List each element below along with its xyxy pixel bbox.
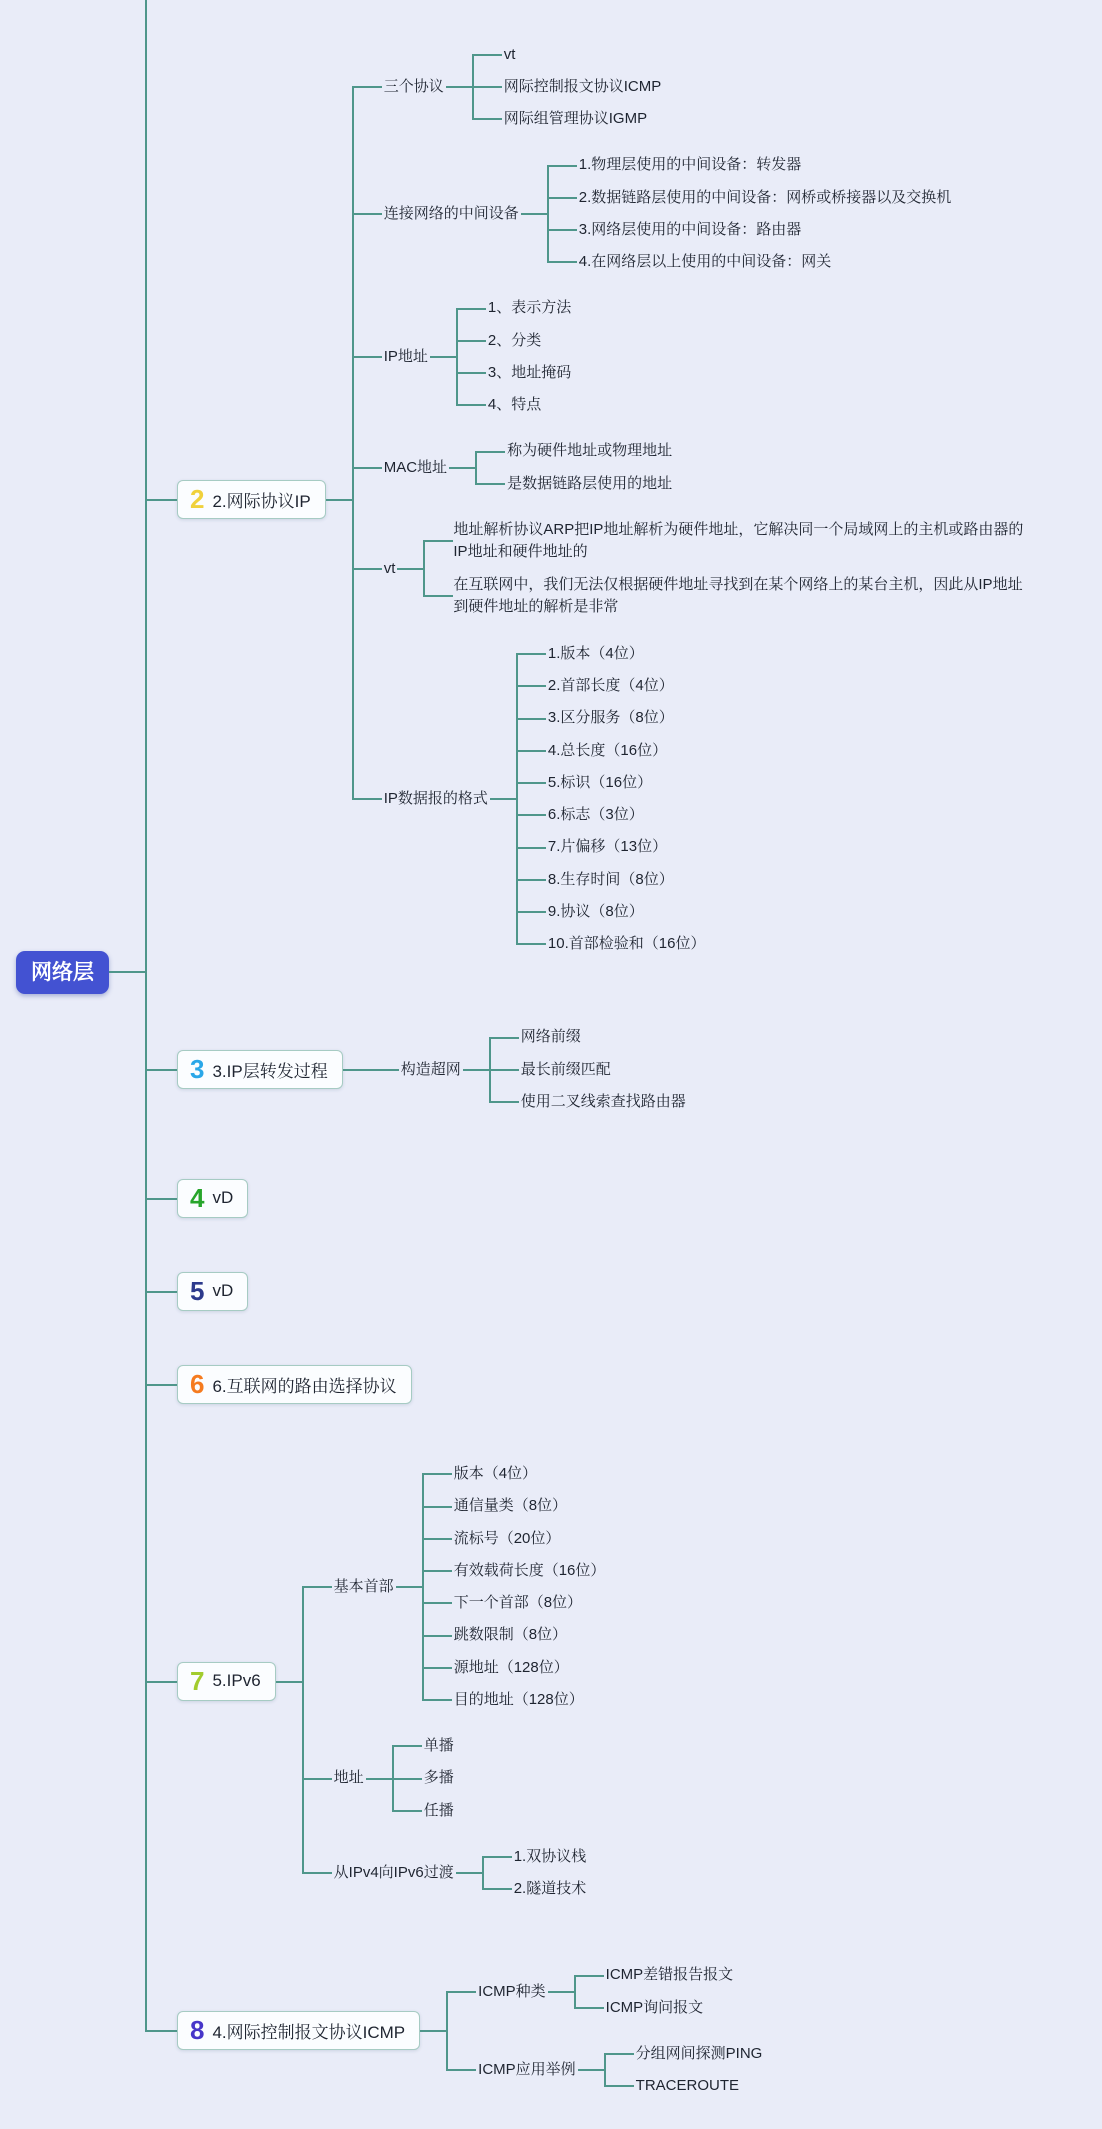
children-container	[352, 32, 1032, 968]
section-node[interactable]	[177, 1179, 248, 1218]
children-container	[475, 435, 674, 500]
topic-node[interactable]: 连接网络的中间设备	[383, 204, 519, 222]
branch	[423, 514, 1031, 569]
leaf-node[interactable]: 单播	[423, 1737, 454, 1755]
leaf-node[interactable]: 3.网络层使用的中间设备：路由器	[578, 220, 802, 238]
section-label: 6.互联网的路由选择协议	[212, 1376, 397, 1396]
leaf-node[interactable]: 源地址（128位）	[453, 1658, 569, 1676]
children-container	[489, 1021, 688, 1118]
leaf-node[interactable]: 10.首部检验和（16位）	[547, 935, 706, 953]
branch	[145, 1338, 1031, 1431]
branch	[547, 149, 954, 181]
leaf-node[interactable]: 6.标志（3位）	[547, 806, 644, 824]
leaf-node[interactable]: 分组网间探测PING	[635, 2044, 763, 2062]
section-label: 4.网际控制报文协议ICMP	[212, 2022, 406, 2042]
branch	[472, 103, 664, 135]
branch	[446, 2031, 764, 2110]
leaf-node[interactable]: 有效载荷长度（16位）	[453, 1561, 606, 1579]
topic-node[interactable]: 三个协议	[383, 77, 444, 95]
children-container	[604, 2038, 765, 2103]
branch	[352, 285, 1032, 428]
branch	[352, 32, 1032, 143]
branch	[352, 507, 1032, 631]
leaf-node[interactable]: 1.版本（4位）	[547, 644, 644, 662]
branch	[456, 325, 573, 357]
branch	[145, 1431, 1031, 1932]
connector-line	[343, 1069, 369, 1071]
leaf-node[interactable]: 流标号（20位）	[453, 1529, 561, 1547]
section-label: vD	[212, 1188, 234, 1208]
branch	[516, 638, 708, 670]
connector-line	[397, 568, 423, 570]
leaf-node[interactable]: 是数据链路层使用的地址	[507, 474, 673, 492]
branch	[422, 1684, 608, 1716]
branch	[302, 1451, 608, 1723]
branch	[352, 142, 1032, 285]
branch	[145, 12, 1031, 988]
section-node[interactable]	[177, 1662, 276, 1701]
connector-line	[548, 1991, 574, 1993]
leaf-node[interactable]: 4.总长度（16位）	[547, 741, 668, 759]
branch	[422, 1458, 608, 1490]
leaf-node[interactable]: TRACEROUTE	[635, 2077, 740, 2095]
section-label: 2.网际协议IP	[212, 491, 311, 511]
branch	[456, 292, 573, 324]
note-paragraph[interactable]: 地址解析协议ARP把IP地址解析为硬件地址，它解决同一个局域网上的主机或路由器的IP地址和硬件地址的	[453, 520, 1024, 561]
children-container	[516, 638, 708, 961]
branch	[423, 569, 1031, 624]
branch	[516, 702, 708, 734]
connector-line	[521, 213, 547, 215]
children-container	[456, 292, 573, 421]
branch	[516, 670, 708, 702]
topic-node[interactable]: 基本首部	[333, 1578, 394, 1595]
branch	[422, 1619, 608, 1651]
section-node[interactable]	[177, 480, 326, 519]
leaf-node[interactable]: 多播	[423, 1769, 454, 1787]
section-number: 2	[190, 484, 205, 514]
root-node[interactable]: 网络层	[16, 951, 109, 994]
note-paragraph[interactable]: 在互联网中，我们无法仅根据硬件地址寻找到在某个网络上的某台主机，因此从IP地址到硬件地址的解析是非常	[453, 575, 1023, 616]
connector-line	[430, 356, 456, 358]
branch	[422, 1490, 608, 1522]
leaf-node[interactable]: 最长前缀匹配	[520, 1060, 611, 1078]
connector-line	[276, 1681, 302, 1683]
section-number: 8	[190, 2015, 205, 2046]
leaf-node[interactable]: 网际组管理协议IGMP	[503, 110, 648, 128]
leaf-node[interactable]: 网际控制报文协议ICMP	[503, 77, 662, 95]
section-number: 5	[190, 1276, 205, 1307]
connector-line	[420, 2030, 446, 2032]
branch	[352, 631, 1032, 968]
leaf-node[interactable]: 2.首部长度（4位）	[547, 677, 674, 695]
section-number: 7	[190, 1666, 205, 1697]
leaf-node[interactable]: 使用二叉线索查找路由器	[520, 1092, 686, 1110]
leaf-node[interactable]: 目的地址（128位）	[453, 1690, 584, 1708]
branch	[516, 864, 708, 896]
section-number: 4	[190, 1183, 205, 1214]
children-container	[302, 1451, 608, 1912]
leaf-node[interactable]: 下一个首部（8位）	[453, 1594, 583, 1612]
branch	[516, 735, 708, 767]
branch	[482, 1841, 589, 1873]
children-container	[369, 1014, 688, 1125]
children-container	[482, 1841, 589, 1906]
leaf-node[interactable]: 5.标识（16位）	[547, 773, 653, 791]
topic-node[interactable]: ICMP种类	[478, 1982, 546, 2000]
section-label: vD	[212, 1281, 234, 1301]
connector-line	[578, 2069, 604, 2071]
branch	[145, 1245, 1031, 1338]
branch	[446, 1952, 764, 2031]
branch	[489, 1054, 688, 1086]
children-container	[422, 1458, 608, 1716]
leaf-node[interactable]: 9.协议（8位）	[547, 902, 644, 920]
branch	[302, 1723, 608, 1834]
branch	[547, 214, 954, 246]
leaf-node[interactable]: 3、地址掩码	[487, 363, 572, 381]
topic-node[interactable]: 从IPv4向IPv6过渡	[333, 1864, 454, 1881]
leaf-node[interactable]: ICMP询问报文	[605, 1998, 704, 2016]
topic-node[interactable]: MAC地址	[383, 458, 448, 476]
topic-node[interactable]: ICMP应用举例	[478, 2061, 576, 2078]
section-node[interactable]	[177, 1365, 412, 1404]
section-number: 6	[190, 1369, 205, 1400]
children-container	[574, 1959, 736, 2024]
connector-line	[490, 798, 516, 800]
branch	[422, 1652, 608, 1684]
connector-line	[449, 467, 475, 469]
section-label: 5.IPv6	[212, 1671, 261, 1691]
leaf-node[interactable]: 任播	[423, 1801, 454, 1819]
leaf-node[interactable]: 网络前缀	[520, 1028, 581, 1046]
branch	[145, 0, 1031, 12]
branch	[472, 71, 664, 103]
branch	[145, 1152, 1031, 1245]
branch	[422, 1587, 608, 1619]
branch	[302, 1834, 608, 1913]
leaf-node[interactable]: 4、特点	[487, 396, 542, 414]
branch	[516, 767, 708, 799]
section-label: 3.IP层转发过程	[212, 1061, 328, 1081]
leaf-node[interactable]: 1.双协议栈	[513, 1847, 587, 1865]
topic-node[interactable]: IP地址	[383, 347, 428, 365]
branch	[516, 831, 708, 863]
leaf-node[interactable]: vt	[503, 45, 516, 63]
connector-line	[446, 86, 472, 88]
branch	[516, 928, 708, 960]
branch	[547, 182, 954, 214]
topic-node[interactable]: IP数据报的格式	[383, 790, 488, 807]
section-number: 3	[190, 1054, 205, 1085]
branch	[145, 987, 1031, 1152]
branch	[516, 896, 708, 928]
branch	[604, 2038, 765, 2070]
leaf-node[interactable]: ICMP差错报告报文	[605, 1966, 734, 1984]
connector-line	[396, 1586, 422, 1588]
leaf-node[interactable]: 2.隧道技术	[513, 1880, 587, 1898]
branch	[456, 357, 573, 389]
branch	[482, 1873, 589, 1905]
leaf-node[interactable]: 通信量类（8位）	[453, 1497, 568, 1515]
topic-node[interactable]: 地址	[333, 1769, 364, 1787]
children-container	[446, 1952, 764, 2109]
leaf-node[interactable]: 跳数限制（8位）	[453, 1626, 568, 1644]
branch	[422, 1555, 608, 1587]
leaf-node[interactable]: 称为硬件地址或物理地址	[507, 442, 673, 460]
leaf-node[interactable]: 1.物理层使用的中间设备：转发器	[578, 156, 802, 174]
branch	[475, 468, 674, 500]
leaf-node[interactable]: 8.生存时间（8位）	[547, 870, 674, 888]
children-container	[547, 149, 954, 278]
leaf-node[interactable]: 2.数据链路层使用的中间设备：网桥或桥接器以及交换机	[578, 188, 952, 206]
section-node[interactable]	[177, 1272, 248, 1311]
topic-node[interactable]: 构造超网	[400, 1060, 461, 1078]
branch	[392, 1795, 456, 1827]
connector-line	[366, 1778, 392, 1780]
branch	[574, 1992, 736, 2024]
connector-line	[109, 971, 145, 973]
leaf-node[interactable]: 2、分类	[487, 331, 542, 349]
leaf-node[interactable]: 3.区分服务（8位）	[547, 709, 674, 727]
branch	[516, 799, 708, 831]
branch	[352, 428, 1032, 507]
branch	[392, 1730, 456, 1762]
branch	[456, 389, 573, 421]
connector-line	[456, 1872, 482, 1874]
branch	[489, 1021, 688, 1053]
branch	[472, 39, 664, 71]
connector-line	[326, 499, 352, 501]
branch	[574, 1959, 736, 1991]
branch	[369, 1014, 688, 1125]
branch	[392, 1762, 456, 1794]
connector-line	[463, 1069, 489, 1071]
branch	[604, 2070, 765, 2102]
branch	[145, 1932, 1031, 2129]
branch	[547, 246, 954, 278]
children-container	[472, 39, 664, 136]
leaf-node[interactable]: 7.片偏移（13位）	[547, 838, 668, 856]
section-node[interactable]	[177, 1050, 343, 1089]
topic-node[interactable]: vt	[383, 559, 396, 577]
leaf-node[interactable]: 4.在网络层以上使用的中间设备：网关	[578, 253, 832, 271]
children-container	[392, 1730, 456, 1827]
section-node[interactable]	[177, 2011, 420, 2050]
leaf-node[interactable]: 1、表示方法	[487, 299, 572, 317]
leaf-node[interactable]: 版本（4位）	[453, 1465, 538, 1483]
branch	[422, 1523, 608, 1555]
sections-container	[145, 0, 1031, 2129]
branch	[475, 435, 674, 467]
branch	[489, 1086, 688, 1118]
children-container	[423, 514, 1031, 624]
